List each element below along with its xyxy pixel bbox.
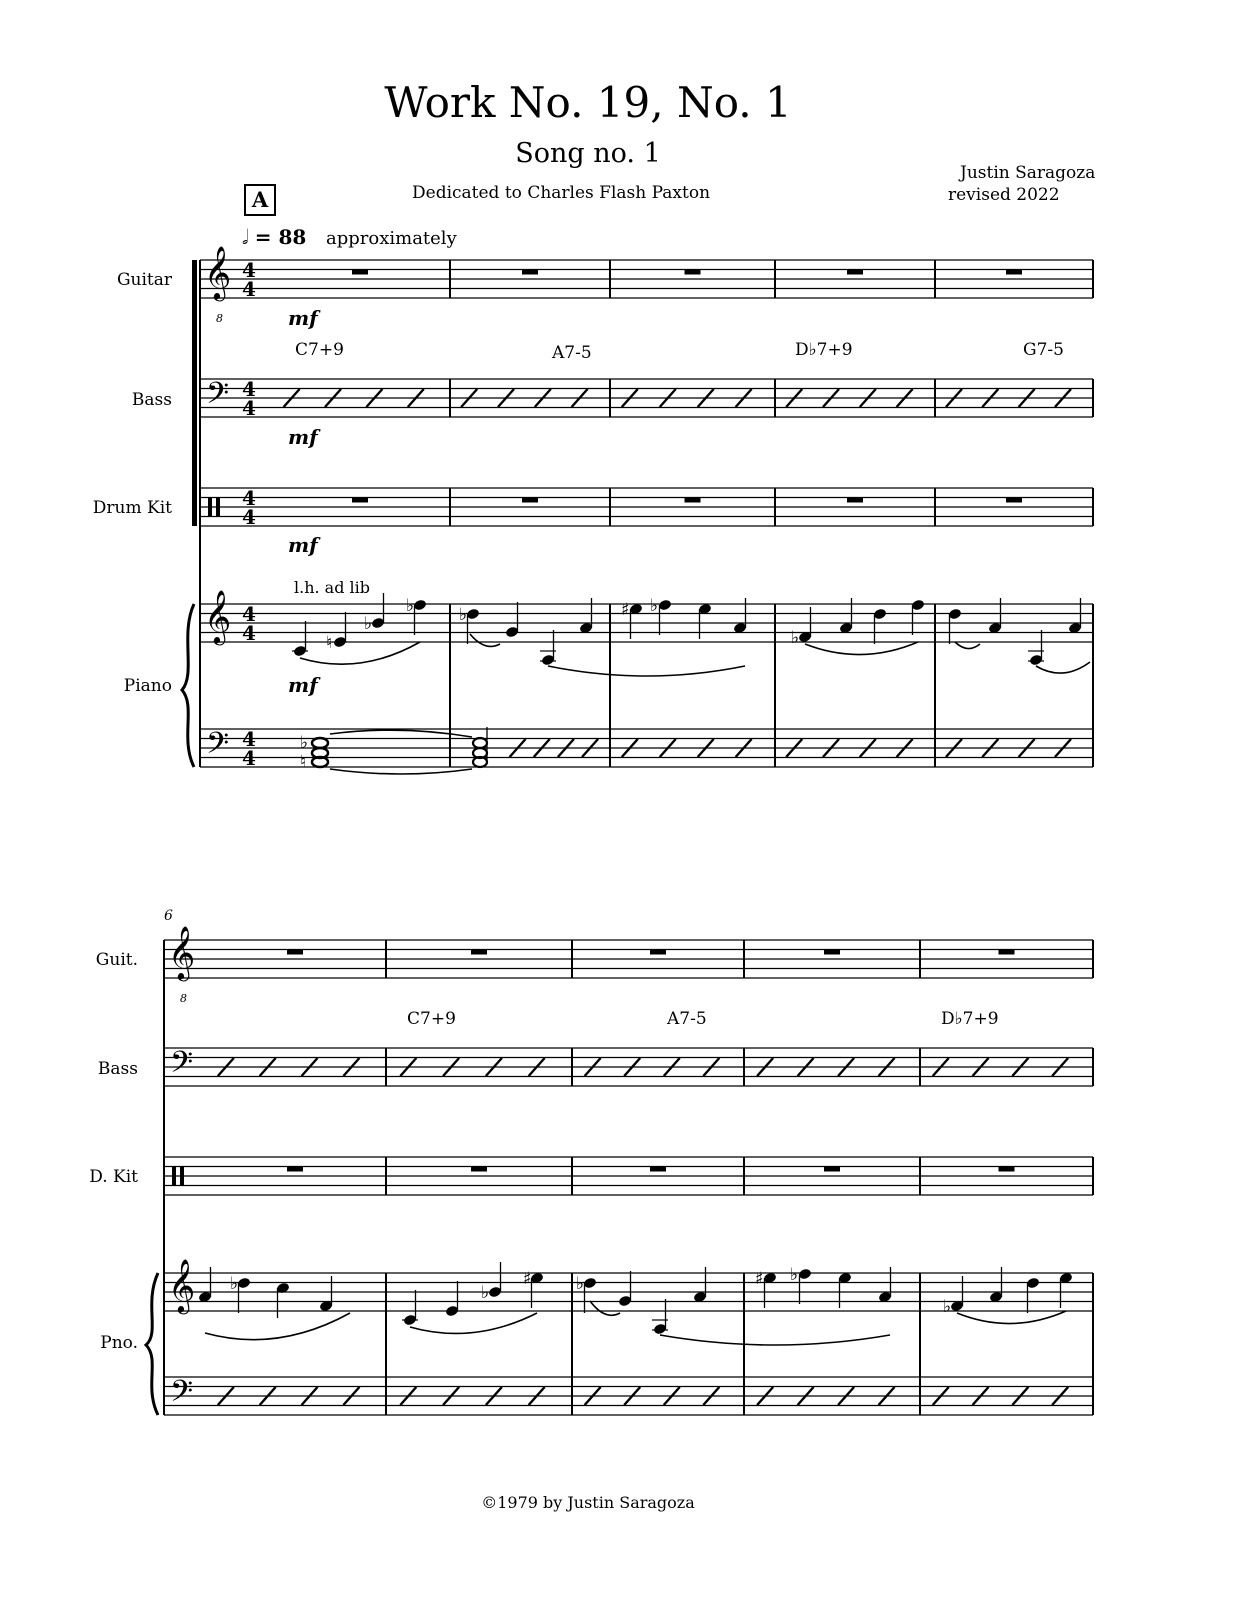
slur — [957, 1311, 1066, 1324]
notehead — [473, 738, 487, 748]
whole-rest — [999, 1167, 1015, 1172]
dedication: Dedicated to Charles Flash Paxton — [412, 183, 711, 203]
accidental: ♭ — [481, 1283, 490, 1303]
notehead — [312, 738, 328, 748]
accidental: ♮ — [326, 633, 333, 653]
octave-marker: 8 — [180, 992, 187, 1005]
slur — [300, 642, 420, 664]
accidental: ♭ — [364, 614, 373, 634]
measure-number: 6 — [164, 908, 173, 924]
percussion-clef-icon — [180, 1166, 184, 1186]
dynamic-mf-piano: mf — [288, 673, 318, 697]
whole-rest — [824, 1167, 840, 1172]
whole-rest — [685, 270, 701, 275]
staff-label-bass: Bass — [131, 390, 172, 410]
staff-label-piano-short: Pno. — [100, 1333, 138, 1353]
score-subtitle: Song no. 1 — [515, 138, 661, 169]
accidental: ♭ — [650, 596, 659, 616]
accidental: ♭ — [576, 1274, 585, 1294]
accidental: ♭ — [300, 733, 309, 753]
whole-rest — [999, 950, 1015, 955]
chord-symbol: C7+9 — [295, 340, 344, 360]
time-signature: 4 — [242, 486, 256, 510]
time-signature: 4 — [242, 396, 256, 420]
treble-clef-icon: 𝄞 — [168, 1258, 196, 1312]
whole-rest — [471, 950, 487, 955]
accidental: ♭ — [943, 1297, 952, 1317]
accidental: ♯ — [755, 1269, 764, 1289]
whole-rest — [1006, 270, 1022, 275]
staff-label-bass-short: Bass — [97, 1059, 138, 1079]
whole-rest — [1006, 498, 1022, 503]
time-signature: 4 — [242, 377, 256, 401]
tempo-value: = 88 — [254, 225, 307, 249]
slur — [660, 1335, 890, 1345]
slur — [1036, 662, 1090, 673]
whole-rest — [685, 498, 701, 503]
octave-marker: 8 — [216, 312, 223, 325]
dynamic-mf-drums: mf — [288, 533, 318, 557]
dynamic-mf-guitar: mf — [288, 306, 318, 330]
whole-rest — [352, 498, 368, 503]
time-signature: 4 — [242, 727, 256, 751]
piano-direction: l.h. ad lib — [294, 578, 371, 597]
treble-clef-icon: 𝄞 — [204, 245, 232, 299]
chord-symbol: C7+9 — [407, 1009, 456, 1029]
time-signature: 4 — [242, 746, 256, 770]
slur — [410, 1313, 537, 1333]
percussion-clef-icon — [208, 497, 212, 517]
whole-rest — [650, 950, 666, 955]
chord-symbol: D♭7+9 — [795, 340, 853, 360]
whole-rest — [847, 498, 863, 503]
whole-rest — [287, 950, 303, 955]
piano-brace — [146, 1273, 158, 1415]
slur — [590, 1301, 620, 1315]
accidental: ♭ — [459, 605, 468, 625]
tempo-text: approximately — [326, 228, 457, 249]
whole-rest — [847, 270, 863, 275]
accidental: ♭ — [791, 628, 800, 648]
staff-label-guitar: Guitar — [116, 270, 172, 290]
time-signature: 4 — [242, 602, 256, 626]
score-title: Work No. 19, No. 1 — [384, 78, 792, 127]
accidental: ♭ — [790, 1265, 799, 1285]
accidental: ♮ — [300, 752, 307, 772]
whole-rest — [522, 270, 538, 275]
staff-label-drumkit-short: D. Kit — [89, 1167, 138, 1187]
slur — [470, 634, 500, 646]
time-signature: 4 — [242, 277, 256, 301]
half-note-icon: 𝅗𝅥 — [242, 225, 249, 249]
staff-label-drumkit: Drum Kit — [92, 498, 172, 518]
rehearsal-mark: A — [244, 184, 276, 216]
whole-rest — [522, 498, 538, 503]
accidental: ♯ — [523, 1269, 532, 1289]
bass-clef-icon: 𝄢 — [206, 377, 230, 418]
staff-label-piano: Piano — [123, 676, 172, 696]
staff-label-guitar-short: Guit. — [95, 950, 138, 970]
revision-note: revised 2022 — [948, 185, 1060, 205]
whole-rest — [352, 270, 368, 275]
percussion-clef-icon — [216, 497, 220, 517]
accidental: ♭ — [406, 596, 415, 616]
slur — [330, 769, 472, 774]
chord-symbol: A7-5 — [667, 1009, 707, 1029]
percussion-clef-icon — [172, 1166, 176, 1186]
whole-rest — [824, 950, 840, 955]
chord-symbol: G7-5 — [1023, 340, 1064, 360]
accidental: ♭ — [230, 1274, 239, 1294]
composer-name: Justin Saragoza — [960, 163, 1096, 183]
chord-symbol: A7-5 — [552, 343, 592, 363]
whole-rest — [287, 1167, 303, 1172]
copyright-notice: ©1979 by Justin Saragoza — [481, 1493, 695, 1512]
slur — [805, 642, 918, 655]
system-bracket — [192, 260, 197, 526]
time-signature: 4 — [242, 621, 256, 645]
dynamic-mf-bass: mf — [288, 425, 318, 449]
slur — [548, 666, 745, 676]
time-signature: 4 — [242, 258, 256, 282]
bass-clef-icon: 𝄢 — [206, 727, 230, 768]
chord-symbol: D♭7+9 — [941, 1009, 999, 1029]
treble-clef-icon: 𝄞 — [168, 925, 196, 979]
bass-clef-icon: 𝄢 — [170, 1375, 194, 1416]
time-signature: 4 — [242, 505, 256, 529]
treble-clef-icon: 𝄞 — [204, 589, 232, 643]
whole-rest — [471, 1167, 487, 1172]
whole-rest — [650, 1167, 666, 1172]
bass-clef-icon: 𝄢 — [170, 1046, 194, 1087]
piano-brace — [182, 604, 194, 767]
accidental: ♯ — [621, 600, 630, 620]
slur — [955, 642, 980, 649]
